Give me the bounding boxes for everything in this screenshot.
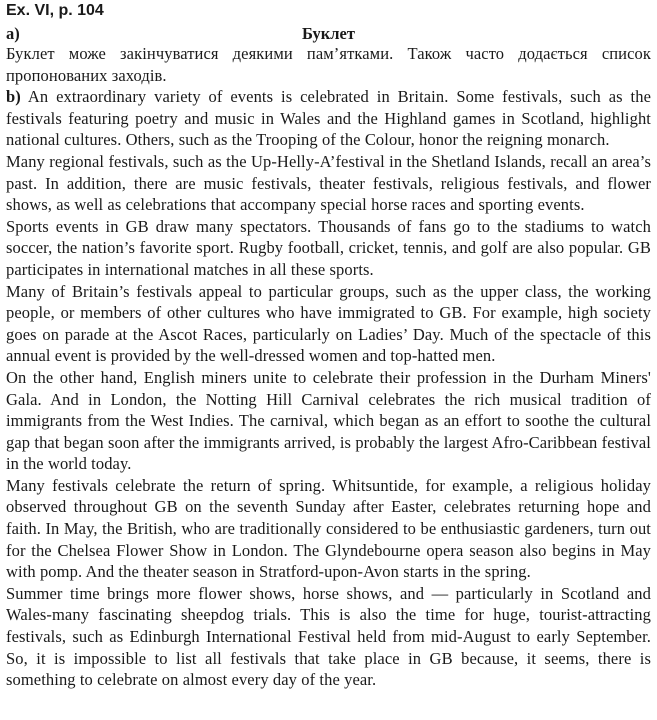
- section-b-paragraph-6: Many festivals celebrate the return of spring. Whitsuntide, for example, a religious holiday observed throughout GB on the seventh Sunday after Easter, celebrates returning hope and faith. In May, the British, who are traditionally considered to be enthusiastic gardeners, turn out for the Chelsea Flower Show in London. The Glyndebourne opera season also begins in May with pomp. And the theater season in Stratford-upon-Avon starts in the spring.: [6, 475, 651, 582]
- section-b-paragraph-1: [6, 86, 651, 151]
- section-b-label: b): [6, 87, 21, 107]
- section-b-paragraph-1-text: An extraordinary variety of events is celebrated in Britain. Some festivals, such as the festivals featuring poetry and music in Wales and the Highland games in Scotland, highlight national cultures. Others, such as the Trooping of the Colour, honor the reigning monarch.: [6, 87, 651, 150]
- section-b-paragraph-4: Many of Britain’s festivals appeal to particular groups, such as the upper class, the working people, or members of other cultures who have immigrated to GB. For example, high society goes on parade at the Ascot Races, particularly on Ladies’ Day. Much of the spectacle of this annual event is provided by the well-dressed women and top-hatted men.: [6, 281, 651, 366]
- section-a-label: a): [6, 24, 20, 43]
- section-a-title: Буклет: [302, 24, 355, 43]
- exercise-header: Ex. VI, p. 104: [6, 2, 104, 19]
- section-b-paragraph-5: On the other hand, English miners unite to celebrate their profession in the Durham Miners' Gala. And in London, the Notting Hill Carnival celebrates the rich musical tradition of immigrants from the West Indies. The carnival, which began as an effort to soothe the cultural gap that began soon after the immigrants arrived, is probably the largest Afro-Caribbean festival in the world today.: [6, 367, 651, 474]
- section-b-paragraph-2: Many regional festivals, such as the Up-Helly-A’festival in the Shetland Islands, recall an area’s past. In addition, there are music festivals, theater festivals, religious festivals, and flower shows, as well as celebrations that accompany special horse races and sporting events.: [6, 151, 651, 215]
- section-b-paragraph-7: Summer time brings more flower shows, horse shows, and — particularly in Scotland and Wales-many fascinating sheepdog trials. This is also the time for huge, tourist-attracting festivals, such as Edinburgh International Festival held from mid-August to early September. So, it is impossible to list all festivals that take place in GB because, it seems, there is something to celebrate on almost every day of the year.: [6, 583, 651, 690]
- section-a-text: Буклет може закінчуватися деякими пам’ятками. Також часто додається список пропонованих заходів.: [6, 44, 651, 85]
- section-b-paragraph-3: Sports events in GB draw many spectators. Thousands of fans go to the stadiums to watch soccer, the nation’s favorite sport. Rugby football, cricket, tennis, and golf are also popular. GB participates in international matches in all these sports.: [6, 216, 651, 279]
- section-a-heading-row: [6, 24, 651, 43]
